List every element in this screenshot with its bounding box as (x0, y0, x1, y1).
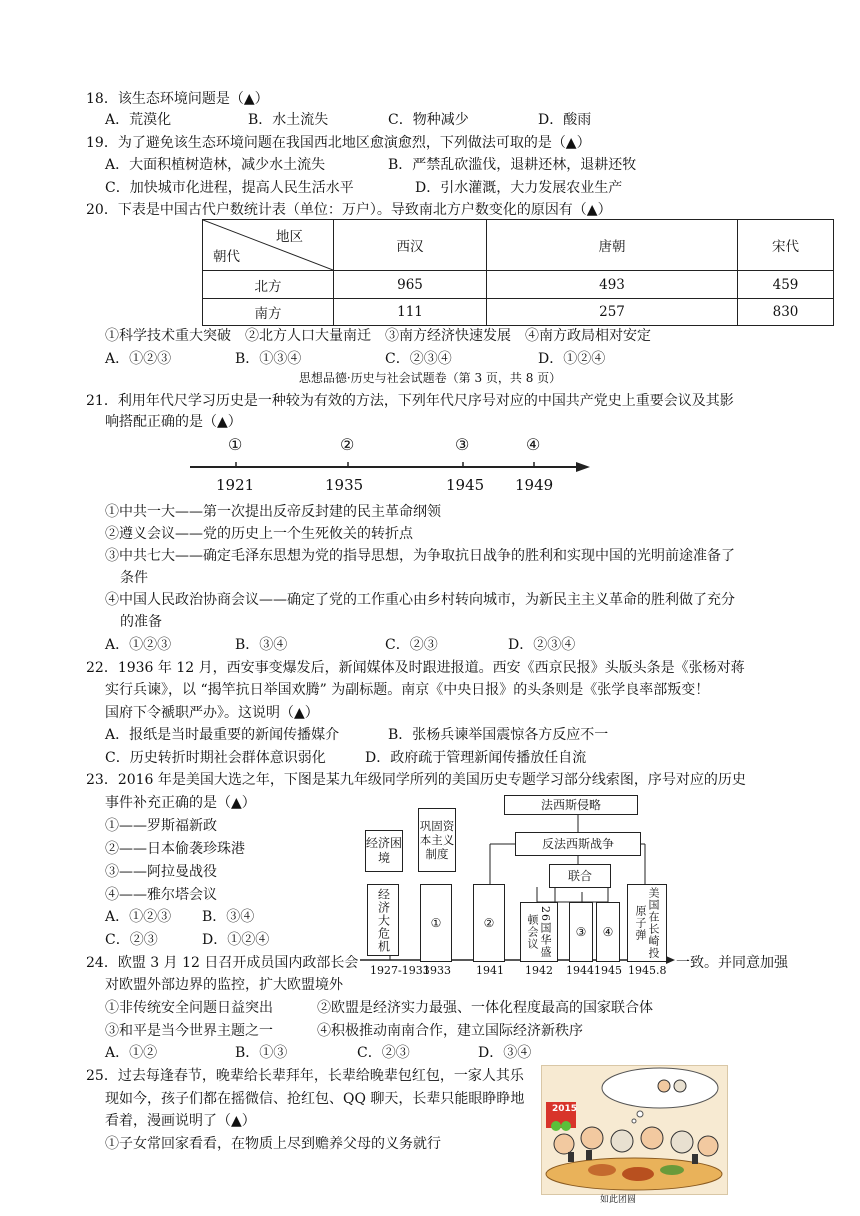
q18-option-a: A．荒漠化 (105, 112, 172, 128)
q21-stem-line1: 21．利用年代尺学习历史是一种较为有效的方法，下列年代尺序号对应的中国共产党史上重要会议及其影 (86, 393, 734, 409)
q20-stem: 20．下表是中国古代户数统计表（单位：万户）。导致南北方户数变化的原因有（▲） (86, 202, 612, 218)
fascist-aggression-box: 法西斯侵略 (504, 795, 638, 815)
q20-option-c: C．②③④ (385, 351, 452, 367)
cell: 965 (334, 271, 487, 299)
row-label-south: 南方 (203, 299, 334, 326)
q21-item-4-cont: 的准备 (120, 614, 162, 630)
cartoon-caption: 如此团圆 (600, 1195, 637, 1205)
q22-option-b: B．张杨兵谏举国震惊各方反应不一 (388, 727, 609, 743)
q22-line2: 实行兵谏》，以 “揭竿抗日举国欢腾” 为副标题。南京《中央日报》的头条则是《张学良率部叛变！ (105, 682, 710, 698)
event-3-box: ③ (569, 902, 593, 962)
q21-item-4: ④中国人民政治协商会议——确定了党的工作重心由乡村转向城市，为新民主主义革命的胜利做了充分 (105, 592, 735, 608)
col-header-tang: 唐朝 (487, 220, 738, 271)
q19-option-c: C．加快城市化进程，提高人民生活水平 (105, 180, 354, 196)
q19-option-a: A．大面积植树造林，减少水土流失 (105, 157, 326, 173)
economic-crisis-box: 经济大危机 (367, 884, 399, 956)
q25-line3: 看着，漫画说明了（▲） (105, 1113, 256, 1129)
cell: 830 (738, 299, 834, 326)
q19-option-d: D．引水灌溉，大力发展农业生产 (415, 180, 623, 196)
timeline-year-1945: 1945 (446, 476, 485, 494)
q23-item-4: ④——雅尔塔会议 (105, 887, 217, 903)
q24-option-b: B．①③ (235, 1045, 288, 1061)
diagram-year-1942: 1942 (525, 964, 553, 977)
col-header-western-han: 西汉 (334, 220, 487, 271)
corner-region-label: 地区 (276, 229, 303, 245)
family-reunion-cartoon (541, 1065, 728, 1195)
q18-stem: 18．该生态环境问题是（▲） (86, 91, 269, 107)
q22-line1: 22．1936 年 12 月，西安事变爆发后，新闻媒体及时跟进报道。西安《西京民报》头版头条是《张杨对蒋 (86, 660, 745, 676)
consolidate-capitalism-box: 巩固资本主义制度 (418, 808, 456, 872)
cell: 493 (487, 271, 738, 299)
q24-line2: 对欧盟外部边界的监控，扩大欧盟境外 (105, 977, 343, 993)
timeline-year-1949: 1949 (515, 476, 554, 494)
q22-option-a: A．报纸是当时最重要的新闻传播媒介 (105, 727, 340, 743)
table-row-north (203, 271, 834, 299)
q19-option-b: B．严禁乱砍滥伐，退耕还林，退耕还牧 (388, 157, 637, 173)
q23-item-1: ①——罗斯福新政 (105, 818, 217, 834)
cell: 459 (738, 271, 834, 299)
q20-option-d: D．①②④ (538, 351, 606, 367)
q22-line3: 国府下令褫职严办》。这说明（▲） (105, 705, 319, 721)
cartoon-illustration (542, 1066, 727, 1194)
event-1-box: ① (420, 884, 452, 962)
page-footer: 思想品德·历史与社会试题卷（第 3 页，共 8 页） (298, 371, 562, 385)
q24-line1-b: 一致。并同意加强 (676, 955, 788, 971)
q25-line2: 现如今，孩子们都在摇微信、抢红包、QQ 聊天，长辈只能眼睁睁地 (105, 1091, 525, 1107)
row-label-north: 北方 (203, 271, 334, 299)
q18-option-b: B．水土流失 (248, 112, 329, 128)
timeline-mark-2: ② (340, 435, 355, 454)
q18-option-c: C．物种减少 (388, 112, 469, 128)
atomic-bomb-box: 美国在长崎投原子弹 (627, 884, 667, 962)
anti-fascist-war-box: 反法西斯战争 (515, 832, 641, 856)
timeline-mark-4: ④ (526, 435, 541, 454)
q24-option-a: A．①② (105, 1045, 158, 1061)
q18-option-d: D．酸雨 (538, 112, 592, 128)
q21-option-b: B．③④ (235, 637, 288, 653)
timeline-mark-3: ③ (455, 435, 470, 454)
q24-line1-a: 24．欧盟 3 月 12 日召开成员国内政部长会 (86, 955, 359, 971)
timeline-year-1921: 1921 (216, 476, 255, 494)
q23-option-d: D．①②④ (202, 932, 270, 948)
q24-statement-4: ④积极推动南南合作，建立国际经济新秩序 (317, 1023, 583, 1039)
q21-option-d: D．②③④ (508, 637, 576, 653)
q20-statements: ①科学技术重大突破 ②北方人口大量南迁 ③南方经济快速发展 ④南方政局相对安定 (105, 328, 651, 344)
diagram-year-1933: 1933 (423, 964, 451, 977)
q25-statement-1: ①子女常回家看看，在物质上尽到赡养父母的义务就行 (105, 1136, 441, 1152)
q23-stem-line1: 23．2016 年是美国大选之年，下图是某九年级同学所列的美国历史专题学习部分线索图，序号对应的历史 (86, 772, 746, 788)
timeline-mark-1: ① (228, 435, 243, 454)
event-4-box: ④ (596, 902, 620, 962)
washington-meeting-box: 26国华盛顿会议 (520, 902, 558, 962)
col-header-song: 宋代 (738, 220, 834, 271)
event-2-box: ② (473, 884, 505, 962)
cartoon-year-label: 2015 (552, 1104, 578, 1114)
q21-item-2: ②遵义会议——党的历史上一个生死攸关的转折点 (105, 526, 413, 542)
cell: 111 (334, 299, 487, 326)
union-box: 联合 (549, 864, 611, 888)
q24-option-d: D．③④ (478, 1045, 532, 1061)
q23-option-a: A．①②③ (105, 909, 172, 925)
q23-option-b: B．③④ (202, 909, 255, 925)
diagram-year-1941: 1941 (476, 964, 504, 977)
q24-statement-1: ①非传统安全问题日益突出 (105, 1000, 273, 1016)
q24-option-c: C．②③ (357, 1045, 410, 1061)
q24-statement-3: ③和平是当今世界主题之一 (105, 1023, 273, 1039)
econ-trouble-box: 经济困境 (365, 830, 403, 872)
q21-item-3-cont: 条件 (120, 570, 148, 586)
diagram-year-1927-1933: 1927-1933 (370, 964, 430, 977)
q19-stem: 19．为了避免该生态环境问题在我国西北地区愈演愈烈，下列做法可取的是（▲） (86, 135, 591, 151)
q20-option-a: A．①②③ (105, 351, 172, 367)
q23-option-c: C．②③ (105, 932, 158, 948)
q24-statement-2: ②欧盟是经济实力最强、一体化程度最高的国家联合体 (317, 1000, 653, 1016)
q23-stem-line2: 事件补充正确的是（▲） (105, 795, 256, 811)
table-row-south (203, 299, 834, 326)
q21-stem-line2: 响搭配正确的是（▲） (105, 414, 242, 430)
q22-option-d: D．政府疏于管理新闻传播放任自流 (365, 750, 587, 766)
q21-item-1: ①中共一大——第一次提出反帝反封建的民主革命纲领 (105, 504, 441, 520)
timeline-year-1935: 1935 (325, 476, 364, 494)
diagram-year-1944: 1944 (566, 964, 594, 977)
q22-option-c: C．历史转折时期社会群体意识弱化 (105, 750, 326, 766)
q20-option-b: B．①③④ (235, 351, 302, 367)
table-corner (203, 220, 334, 271)
q23-item-2: ②——日本偷袭珍珠港 (105, 841, 245, 857)
q23-item-3: ③——阿拉曼战役 (105, 864, 217, 880)
diagram-year-1945-8: 1945.8 (628, 964, 667, 977)
cell: 257 (487, 299, 738, 326)
q25-line1: 25．过去每逢春节，晚辈给长辈拜年，长辈给晚辈包红包，一家人其乐 (86, 1068, 524, 1084)
q21-item-3: ③中共七大——确定毛泽东思想为党的指导思想，为争取抗日战争的胜利和实现中国的光明前途准备了 (105, 548, 735, 564)
corner-dynasty-label: 朝代 (213, 249, 240, 265)
diagram-year-1945: 1945 (594, 964, 622, 977)
household-table (202, 219, 834, 326)
q21-option-a: A．①②③ (105, 637, 172, 653)
q21-option-c: C．②③ (385, 637, 438, 653)
